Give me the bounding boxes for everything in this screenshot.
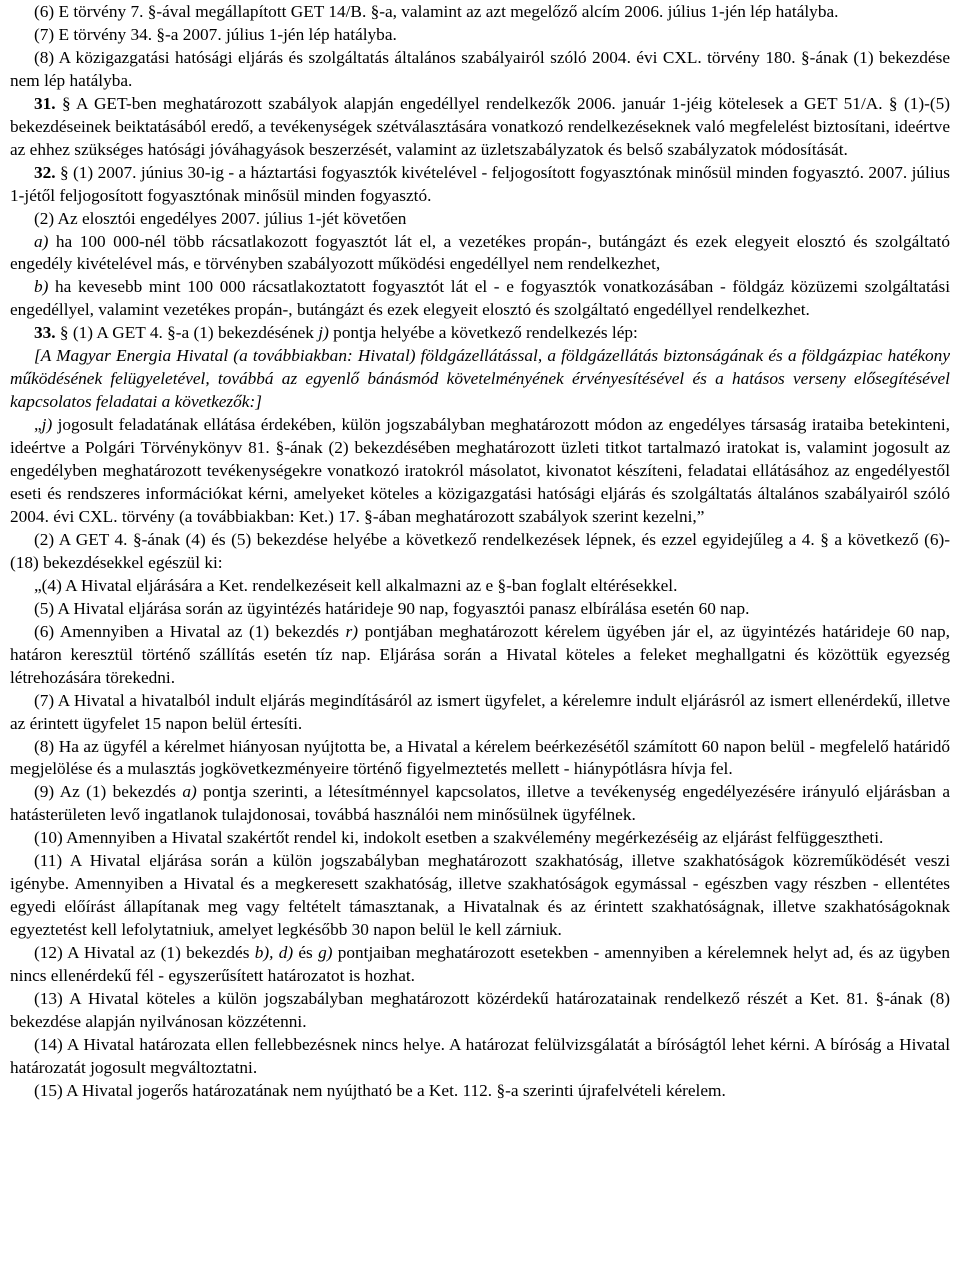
document-page [10, 0, 950, 1103]
italic-text: b), d) [254, 943, 294, 963]
paragraph-text: § (1) A GET 4. §-a (1) bekezdésének [59, 323, 319, 343]
italic-text: g) [318, 943, 333, 963]
paragraph-text: (12) A Hivatal az (1) bekezdés [34, 943, 255, 963]
paragraph [10, 1080, 950, 1103]
italic-text: r) [345, 621, 359, 641]
paragraph-text: (8) A közigazgatási hatósági eljárás és szolgáltatás általános szabályairól szóló 2004. évi CXL. törvény 180. §-ának (1) bekezdése nem lép hatályba. [10, 47, 950, 90]
paragraph-text: (5) A Hivatal eljárása során az ügyintézés határideje 90 nap, fogyasztói panasz elbírálása esetén 60 nap. [34, 598, 750, 618]
paragraph-text: § (1) 2007. június 30-ig - a háztartási fogyasztók kivételével - feljogosított fogyasztónak minősül minden fogyasztó. 2007. július 1-jétől feljogosított fogyasztónak minősül minden fogyasztó. [10, 162, 950, 205]
paragraph-text: pontjában meghatározott kérelem ügyében jár el, az ügyintézés határideje 60 nap, határon keresztül történő szállítás esetén tíz nap. Eljárása során a Hivatal köteles a feleket meghallgatni és közöttük egyezség létrehozására törekedni. [10, 621, 951, 687]
paragraph-text: ha 100 000-nél több rácsatlakozott fogyasztót lát el, a vezetékes propán-, butángázt és ezek elegyeit elosztó és szolgáltató engedély kivételével más, e törvényben szabályozott működési engedéllyel nem rendelkezhet, [10, 231, 950, 274]
paragraph [10, 47, 950, 93]
italic-text: a) [182, 782, 197, 802]
paragraph [10, 208, 950, 231]
paragraph-text: (14) A Hivatal határozata ellen fellebbezésnek nincs helye. A határozat felülvizsgálatát a bíróságtól lehet kérni. A bíróság a Hivatal határozatát jogosult megváltoztatni. [10, 1034, 950, 1077]
paragraph-text: (7) A Hivatal a hivatalból indult eljárás megindításáról az ismert ügyfelet, a kérelemre indult eljárásról az ismert ellenérdekű, illetve az érintett ügyfelet 15 napon belül értesíti. [10, 690, 950, 733]
paragraph [10, 690, 950, 736]
paragraph [10, 231, 950, 277]
document-body [10, 1, 950, 1103]
paragraph-text: jogosult feladatának ellátása érdekében, külön jogszabályban meghatározott módon az engedélyes társaság irataiba betekinteni, ideértve a Polgári Törvénykönyv 81. §-ának (2) bekezdésében meghatározott üzleti titkot tartalmazó iratokat is, valamint jogosult az engedélyben meghatározott tevékenységekre vonatkozó iratokról másolatot, kivonatot készíteni, feladatai ellátásához az engedélyestől eseti és rendszeres információkat kérni, amelyeket köteles a közigazgatási hatósági eljárás és szolgáltatás általános szabályairól szóló 2004. évi CXL. törvény (a továbbiakban: Ket.) 17. §-ában meghatározott szabályok szerint kezelni,” [10, 415, 950, 526]
paragraph-text: (13) A Hivatal köteles a külön jogszabályban meghatározott közérdekű határozatainak rendelkező részét a Ket. 81. §-ának (8) bekezdése alapján nyilvánosan közzétenni. [10, 988, 950, 1031]
italic-text: j) [41, 415, 53, 435]
paragraph [10, 827, 950, 850]
section-number: 33. [34, 323, 60, 343]
paragraph [10, 93, 950, 162]
italic-text: j) [318, 323, 329, 343]
paragraph-text: (11) A Hivatal eljárása során a külön jogszabályban meghatározott szakhatóság, illetve szakhatóságok közreműködését veszi igénybe. Amennyiben a Hivatal és a megkeresett szakhatóság, illetve szakhatóságok egymással - egészben vagy részben - ellentétes egyedi előírást állapítanak meg vagy feltételt támasztanak, a Hivatalnak és az érintett szakhatóságnak, illetve szakhatóságoknak egyeztetést kell lefolytatniuk, amelyet legkésőbb 30 napon belül le kell zárniuk. [10, 851, 950, 940]
paragraph-text: (10) Amennyiben a Hivatal szakértőt rendel ki, indokolt esetben a szakvélemény megérkezéséig az eljárást felfüggesztheti. [34, 828, 884, 848]
paragraph [10, 621, 950, 690]
paragraph-text: (6) E törvény 7. §-ával megállapított GET 14/B. §-a, valamint az azt megelőző alcím 2006. július 1-jén lép hatályba. [34, 2, 839, 21]
paragraph [10, 345, 950, 414]
paragraph [10, 942, 950, 988]
paragraph-text: pontjaiban meghatározott esetekben - amennyiben a kérelemnek helyt ad, és az ügyben nincs ellenérdekű fél - egyszerűsített határozatot is hozhat. [10, 943, 950, 986]
italic-text: b) [34, 277, 49, 297]
paragraph [10, 24, 950, 47]
paragraph-text: (2) A GET 4. §-ának (4) és (5) bekezdése helyébe a következő rendelkezések lépnek, és ezzel egyidejűleg a 4. § a következő (6)-(18) bekezdésekkel egészül ki: [10, 529, 950, 572]
section-number: 31. [34, 93, 62, 113]
section-number: 32. [34, 162, 60, 182]
paragraph [10, 162, 950, 208]
paragraph-text: „(4) A Hivatal eljárására a Ket. rendelkezéseit kell alkalmazni az e §-ban foglalt eltérésekkel. [34, 575, 678, 595]
paragraph [10, 781, 950, 827]
paragraph-text: (9) Az (1) bekezdés [34, 782, 183, 802]
paragraph-text: és [293, 943, 319, 963]
paragraph [10, 736, 950, 782]
paragraph [10, 988, 950, 1034]
paragraph-text: pontja helyébe a következő rendelkezés lép: [328, 323, 638, 343]
paragraph [10, 1, 950, 24]
paragraph-text: pontja szerinti, a létesítménnyel kapcsolatos, illetve a tevékenység engedélyezésére irányuló eljárásban a hatásterületen levő ingatlanok tulajdonosai, továbbá használói nem minősülnek ügyfélnek. [10, 782, 950, 825]
paragraph [10, 414, 950, 529]
paragraph-text: „ [34, 415, 42, 435]
paragraph [10, 322, 950, 345]
paragraph [10, 276, 950, 322]
paragraph-text: (7) E törvény 34. §-a 2007. július 1-jén lép hatályba. [34, 24, 397, 44]
paragraph-text: § A GET-ben meghatározott szabályok alapján engedéllyel rendelkezők 2006. január 1-jéig kötelesek a GET 51/A. § (1)-(5) bekezdéseinek beiktatásából eredő, a tevékenységek szétválasztására vonatkozó rendelkezéseknek való megfelelést biztosítani, ideértve az ehhez szükséges hatósági jóváhagyások beszerzését, valamint az üzletszabályzatok és belső szabályzatok módosítását. [10, 93, 950, 159]
paragraph-text: (6) Amennyiben a Hivatal az (1) bekezdés [34, 621, 346, 641]
paragraph [10, 850, 950, 942]
paragraph-text: (8) Ha az ügyfél a kérelmet hiányosan nyújtotta be, a Hivatal a kérelem beérkezésétől számított 60 napon belül - megfelelő határidő megjelölése és a mulasztás jogkövetkezményeire történő figyelmeztetés mellett - hiánypótlásra hívja fel. [10, 736, 950, 779]
italic-text: a) [34, 231, 49, 251]
paragraph-text: (2) Az elosztói engedélyes 2007. július 1-jét követően [34, 208, 407, 228]
paragraph-text: (15) A Hivatal jogerős határozatának nem nyújtható be a Ket. 112. §-a szerinti újrafelvételi kérelem. [34, 1080, 726, 1100]
italic-text: [A Magyar Energia Hivatal (a továbbiakban: Hivatal) földgázellátással, a földgázellátás biztonságának és a földgázpiac hatékony működésének felügyeletével, továbbá az egyenlő bánásmód követelményének érvényesítésével és a hatásos verseny elősegítésével kapcsolatos feladatai a következők:] [10, 346, 950, 412]
paragraph [10, 529, 950, 575]
paragraph-text: ha kevesebb mint 100 000 rácsatlakoztatott fogyasztót lát el - e fogyasztók vonatkozásában - földgáz közüzemi szolgáltatási engedéllyel, valamint vezetékes propán-, butángázt és ezek elegyeit elosztó és szolgáltató engedéllyel rendelkezhet. [10, 277, 950, 320]
paragraph [10, 598, 950, 621]
paragraph [10, 575, 950, 598]
paragraph [10, 1034, 950, 1080]
